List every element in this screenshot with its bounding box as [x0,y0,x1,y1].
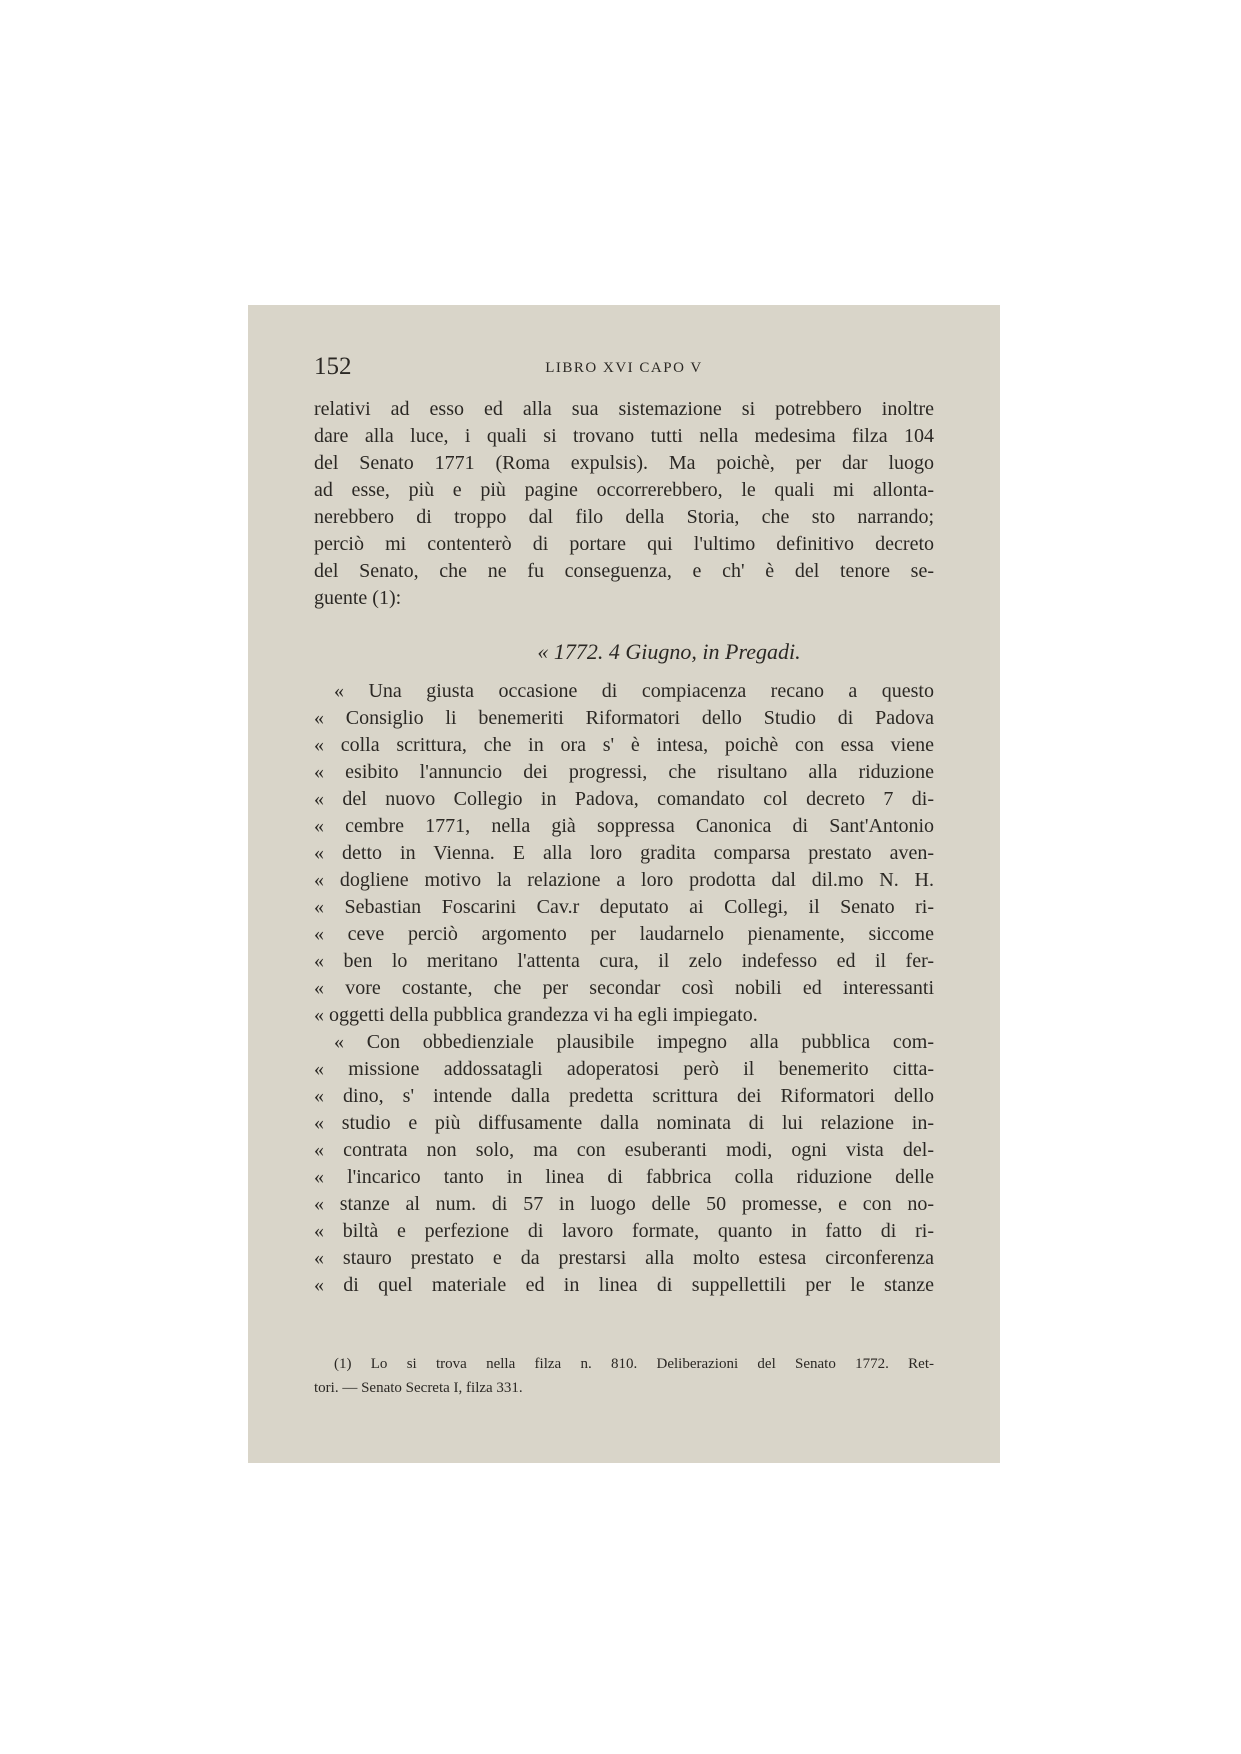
text-line: relativi ad esso ed alla sua sistemazione si potrebbero inoltre [314,398,934,420]
footnote [314,1352,934,1400]
decree-line: « detto in Vienna. E alla loro gradita comparsa prestato aven- [314,842,934,864]
decree-line: « ceve perciò argomento per laudarnelo pienamente, siccome [314,923,934,945]
chapter-heading: LIBRO XVI CAPO V [545,360,703,376]
decree-line: « vore costante, che per secondar così nobili ed interessanti [314,977,934,999]
text-line: del Senato, che ne fu conseguenza, e ch' è del tenore se- [314,560,934,582]
decree-line: « cembre 1771, nella già soppressa Canonica di Sant'Antonio [314,815,934,837]
decree-line: « esibito l'annuncio dei progressi, che risultano alla riduzione [314,761,934,783]
decree-line: « dino, s' intende dalla predetta scrittura dei Riformatori dello [314,1085,934,1107]
decree-line: « del nuovo Collegio in Padova, comandato col decreto 7 di- [314,788,934,810]
spacer [314,612,934,636]
running-head [314,352,934,382]
text-line: dare alla luce, i quali si trovano tutti nella medesima filza 104 [314,425,934,447]
decree-line: « missione addossatagli adoperatosi però il benemerito citta- [314,1058,934,1080]
decree-line: « dogliene motivo la relazione a loro prodotta dal dil.mo N. H. [314,869,934,891]
footnote-line: (1) Lo si trova nella filza n. 810. Deliberazioni del Senato 1772. Ret- [334,1356,934,1372]
text-line: guente (1): [314,587,402,609]
decree-dateline: « 1772. 4 Giugno, in Pregadi. [537,639,801,664]
decree-line: « l'incarico tanto in linea di fabbrica colla riduzione delle [314,1166,934,1188]
decree-line: « Sebastian Foscarini Cav.r deputato ai Collegi, il Senato ri- [314,896,934,918]
decree-line: « ben lo meritano l'attenta cura, il zelo indefesso ed il fer- [314,950,934,972]
main-text [314,396,934,1299]
page-number: 152 [314,353,352,380]
scanned-book-page [248,305,1000,1463]
decree-line: « studio e più diffusamente dalla nominata di lui relazione in- [314,1112,934,1134]
decree-line: « colla scrittura, che in ora s' è intesa, poichè con essa viene [314,734,934,756]
footnote-line: tori. — Senato Secreta I, filza 331. [314,1380,523,1396]
decree-line: « stanze al num. di 57 in luogo delle 50 promesse, e con no- [314,1193,934,1215]
text-line: perciò mi contenterò di portare qui l'ultimo definitivo decreto [314,533,934,555]
decree-line: « di quel materiale ed in linea di suppellettili per le stanze [314,1274,934,1296]
text-line: del Senato 1771 (Roma expulsis). Ma poichè, per dar luogo [314,452,934,474]
decree-line: « biltà e perfezione di lavoro formate, quanto in fatto di ri- [314,1220,934,1242]
decree-line: « contrata non solo, ma con esuberanti modi, ogni vista del- [314,1139,934,1161]
decree-line: « Consiglio li benemeriti Riformatori dello Studio di Padova [314,707,934,729]
text-line: ad esse, più e più pagine occorrerebbero, le quali mi allonta- [314,479,934,501]
text-line: nerebbero di troppo dal filo della Storia, che sto narrando; [314,506,934,528]
decree-line: « Una giusta occasione di compiacenza recano a questo [334,680,934,702]
decree-line: « Con obbedienziale plausibile impegno alla pubblica com- [334,1031,934,1053]
decree-line: « oggetti della pubblica grandezza vi ha egli impiegato. [314,1004,758,1026]
decree-line: « stauro prestato e da prestarsi alla molto estesa circonferenza [314,1247,934,1269]
spacer [314,668,934,678]
